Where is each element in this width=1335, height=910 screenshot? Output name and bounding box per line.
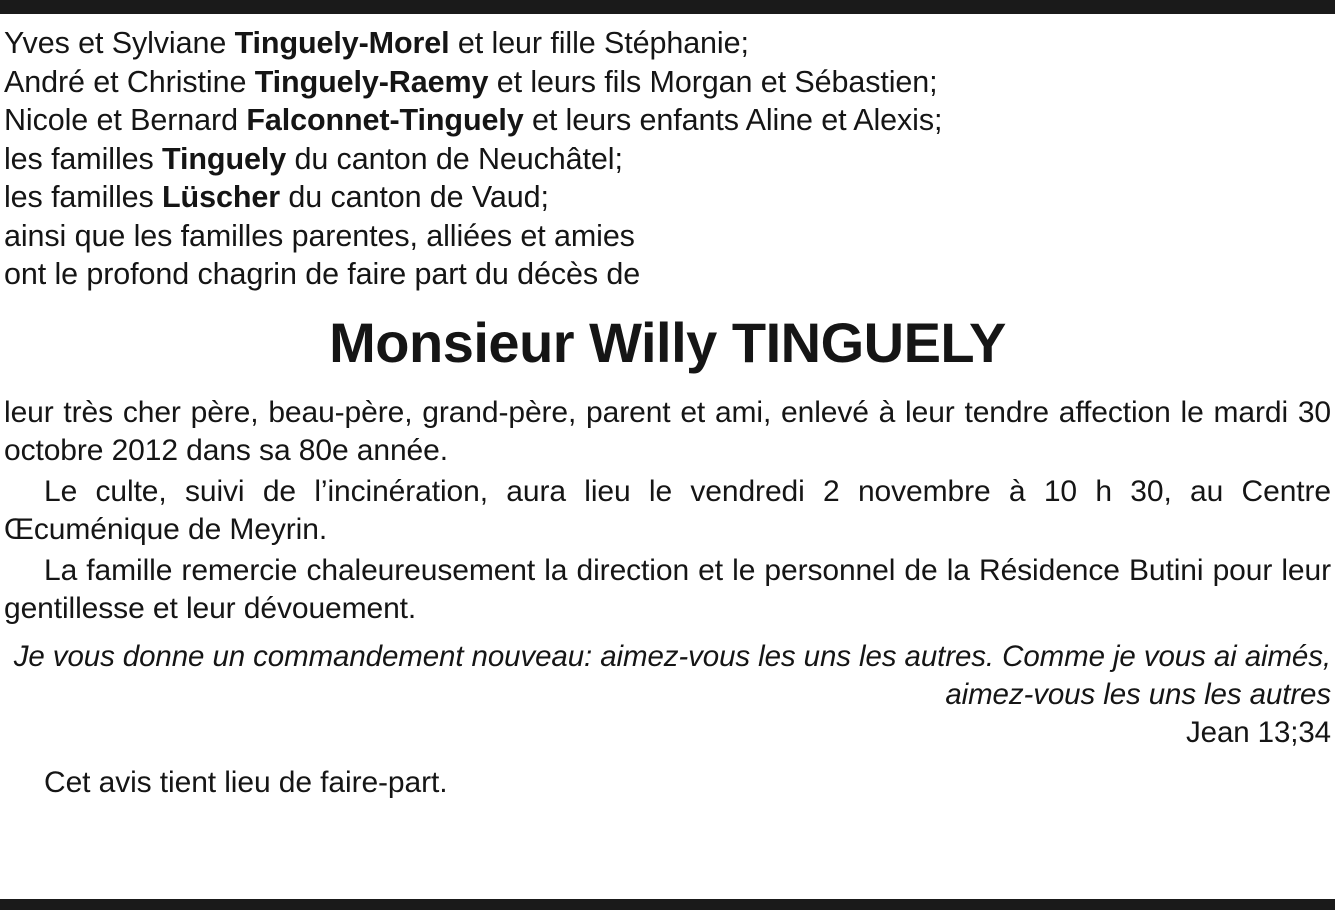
survivor-line	[4, 63, 1331, 102]
survivor-line	[4, 178, 1331, 217]
survivor-family-name: Tinguely-Raemy	[254, 64, 489, 99]
survivor-line-prefix: Nicole et Bernard	[4, 103, 247, 137]
survivor-line-suffix: du canton de Neuchâtel;	[286, 141, 623, 176]
survivor-line-suffix: du canton de Vaud;	[279, 180, 549, 214]
service-paragraph: Le culte, suivi de l’incinération, aura lieu le vendredi 2 novembre à 10 h 30, au Centre Œcuménique de Meyrin.	[4, 474, 1331, 546]
closing-note: Cet avis tient lieu de faire-part.	[44, 765, 448, 799]
announcement-lead-in	[4, 255, 1331, 294]
survivor-line-prefix: les familles	[4, 180, 163, 214]
survivor-line-suffix: et leurs fils Morgan et Sébastien;	[488, 64, 938, 99]
survivor-line-prefix: André et Christine	[4, 64, 255, 99]
survivor-line	[4, 24, 1331, 63]
survivor-family-name: Tinguely	[162, 141, 287, 176]
survivor-line-prefix: ainsi que les familles parentes, alliées et amies	[4, 218, 635, 253]
survivor-family-name: Lüscher	[162, 180, 280, 214]
top-rule	[0, 0, 1335, 14]
survivor-line-suffix: et leurs enfants Aline et Alexis;	[523, 103, 943, 137]
announcement-lead-in-text: ont le profond chagrin de faire part du décès de	[4, 257, 641, 291]
survivors-list	[4, 24, 1331, 294]
relationship-paragraph: leur très cher père, beau-père, grand-père, parent et ami, enlevé à leur tendre affection le mardi 30 octobre 2012 dans sa 80e année.	[4, 395, 1331, 467]
survivor-line-prefix: Yves et Sylviane	[4, 26, 235, 60]
survivor-line	[4, 101, 1331, 140]
scripture-quote: Je vous donne un commandement nouveau: aimez-vous les uns les autres. Comme je vous ai aimés, aimez-vous les uns les autres	[13, 639, 1331, 711]
deceased-name: Monsieur Willy TINGUELY	[329, 310, 1006, 374]
survivor-line	[4, 217, 1331, 256]
thanks-paragraph: La famille remercie chaleureusement la direction et le personnel de la Résidence Butini pour leur gentillesse et leur dévouement.	[4, 553, 1331, 625]
bottom-rule	[0, 899, 1335, 910]
notice-content	[0, 14, 1335, 802]
scripture-reference: Jean 13;34	[1186, 715, 1331, 749]
survivor-family-name: Falconnet-Tinguely	[246, 103, 524, 137]
survivor-line-suffix: et leur fille Stéphanie;	[449, 26, 749, 60]
survivor-line	[4, 140, 1331, 179]
survivor-family-name: Tinguely-Morel	[234, 26, 450, 60]
survivor-line-prefix: les familles	[4, 141, 163, 176]
